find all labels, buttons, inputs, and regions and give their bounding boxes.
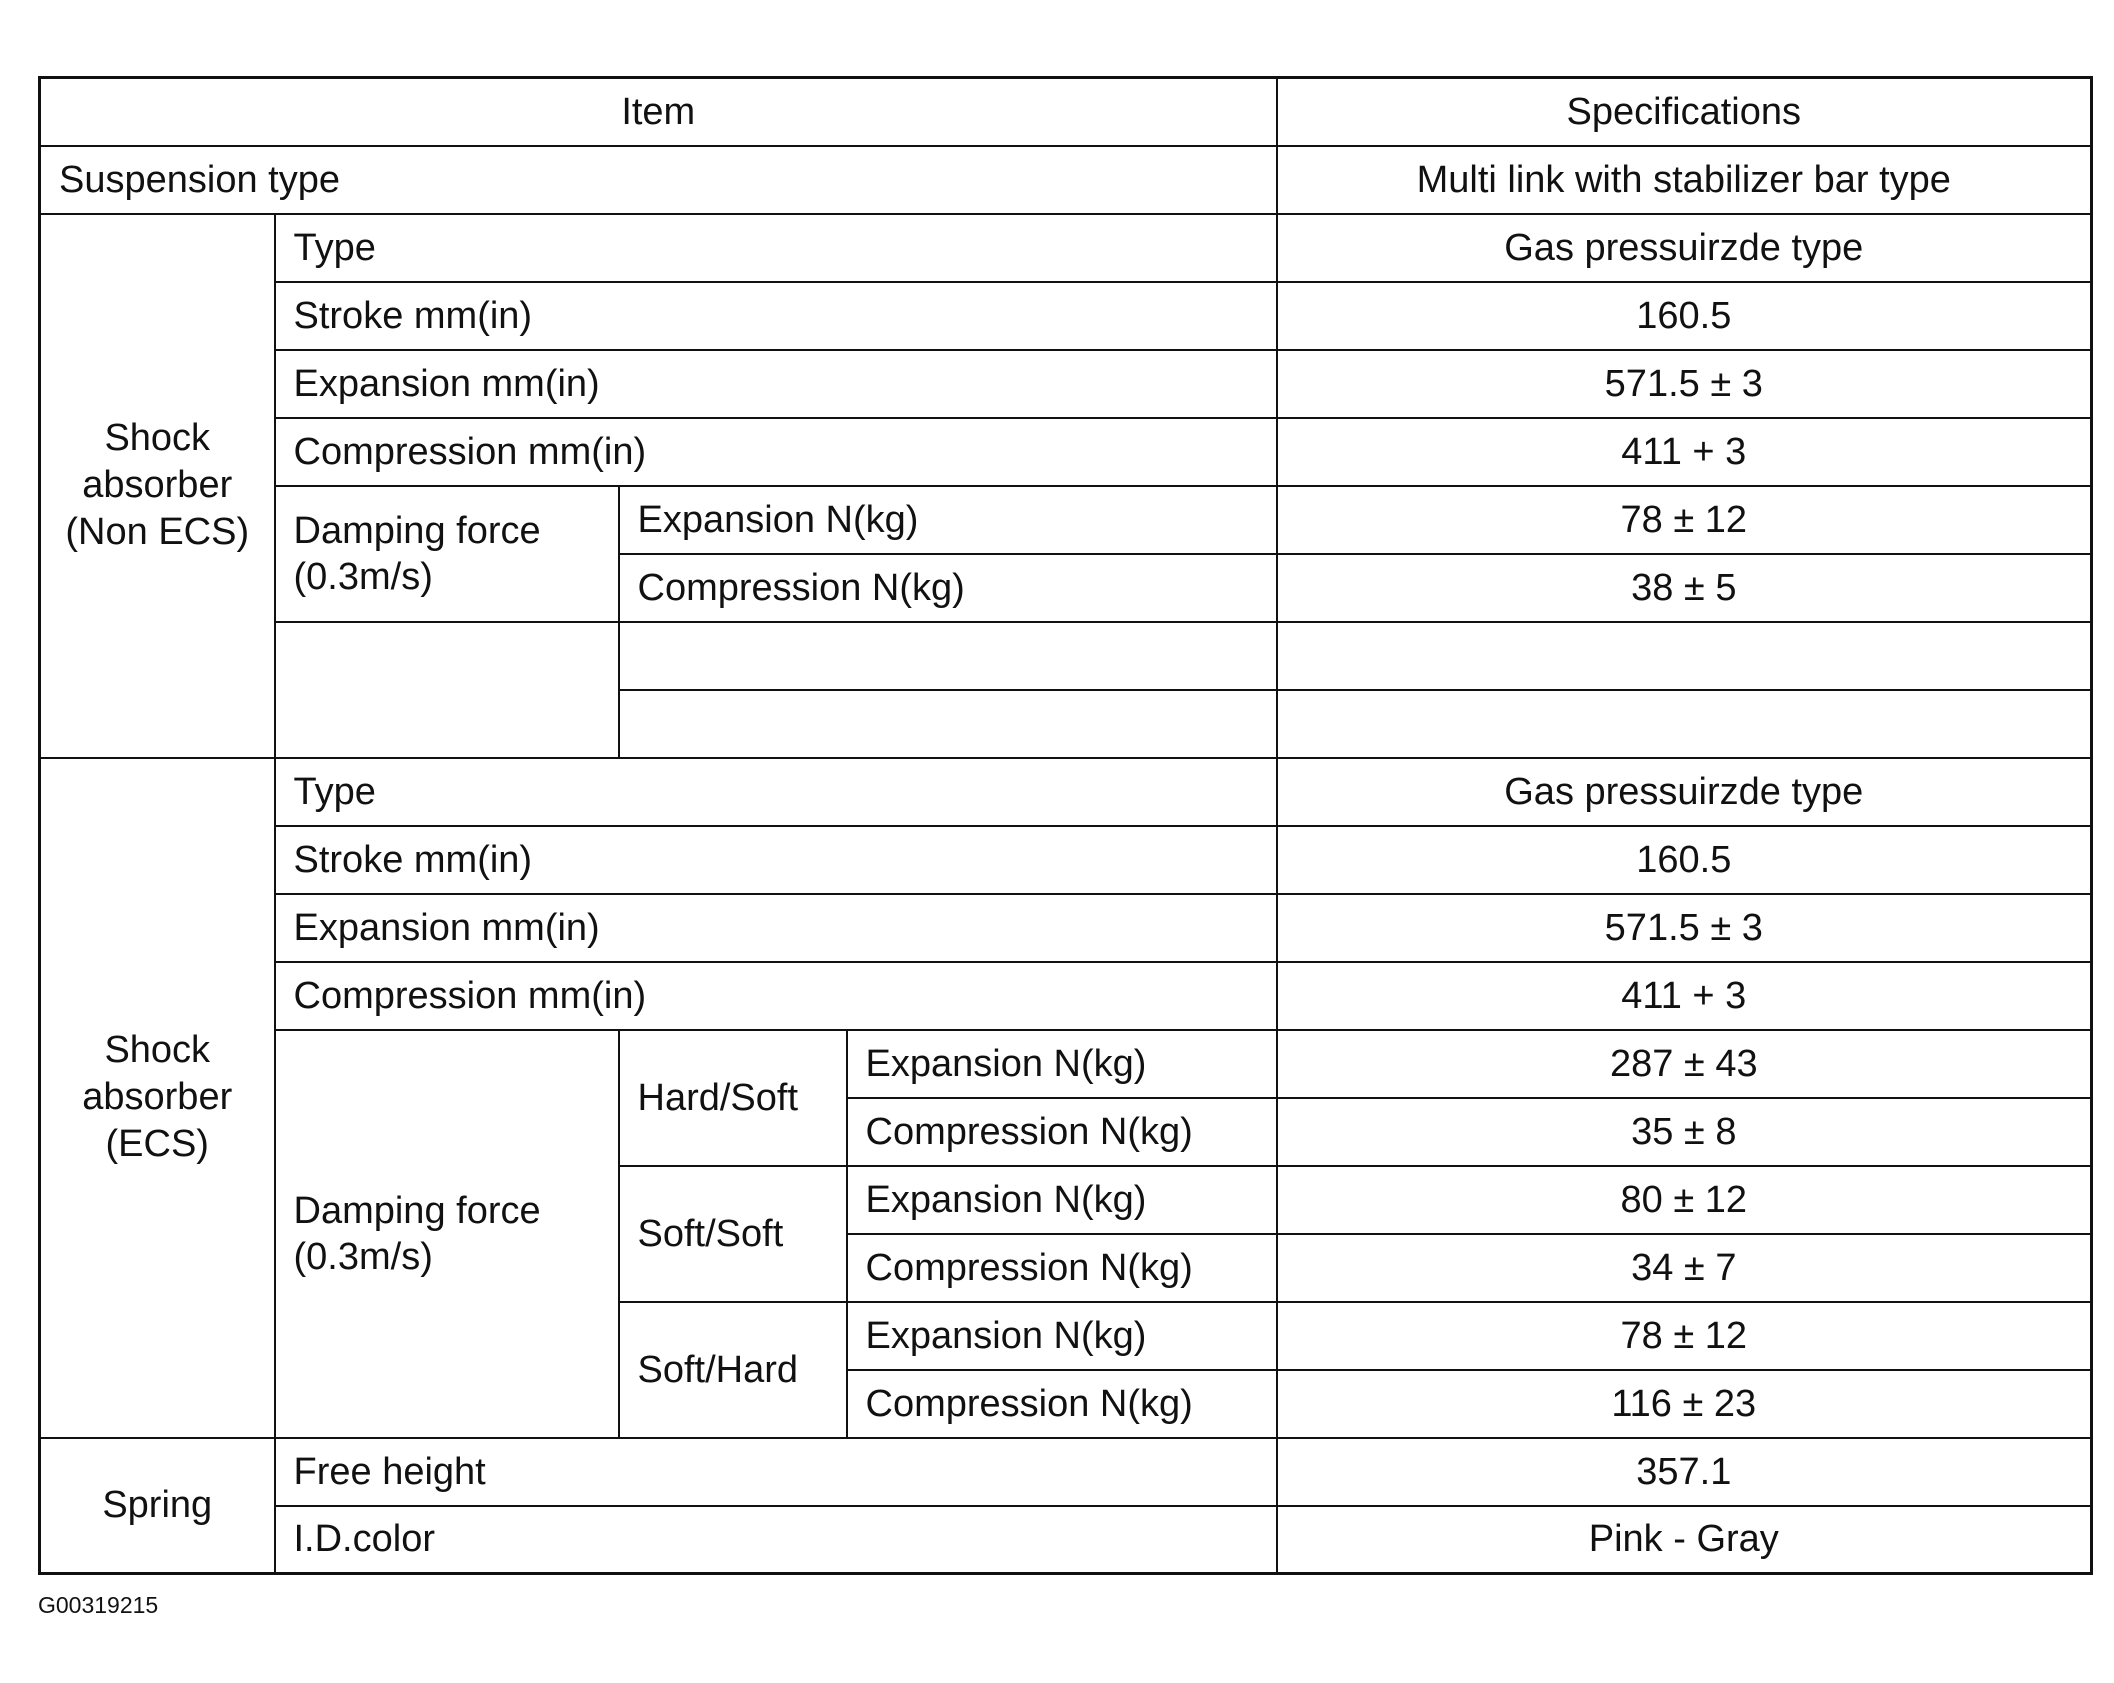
header-item: Item <box>40 78 1277 146</box>
ecs-mode-compression-label: Compression N(kg) <box>847 1234 1277 1302</box>
non-ecs-group-label: Shock absorber (Non ECS) <box>40 214 275 758</box>
ecs-mode-compression-value: 35 ± 8 <box>1277 1098 2092 1166</box>
suspension-type-label: Suspension type <box>40 146 1277 214</box>
table-row-empty <box>40 622 2092 690</box>
spring-free-height-value: 357.1 <box>1277 1438 2092 1506</box>
ecs-group-label: Shock absorber (ECS) <box>40 758 275 1438</box>
non-ecs-stroke-value: 160.5 <box>1277 282 2092 350</box>
ecs-damping-label: Damping force (0.3m/s) <box>275 1030 619 1438</box>
ecs-mode-expansion-value: 78 ± 12 <box>1277 1302 2092 1370</box>
ecs-mode-expansion-label: Expansion N(kg) <box>847 1302 1277 1370</box>
ecs-mode-expansion-value: 80 ± 12 <box>1277 1166 2092 1234</box>
ecs-expansion-label: Expansion mm(in) <box>275 894 1277 962</box>
table-row <box>40 758 2092 826</box>
non-ecs-damping-label: Damping force (0.3m/s) <box>275 486 619 622</box>
empty-cell <box>619 690 1277 758</box>
ecs-type-label: Type <box>275 758 1277 826</box>
table-row <box>40 486 2092 554</box>
table-row <box>40 418 2092 486</box>
non-ecs-compression-label: Compression mm(in) <box>275 418 1277 486</box>
empty-cell <box>1277 622 2092 690</box>
ecs-stroke-label: Stroke mm(in) <box>275 826 1277 894</box>
table-row <box>40 350 2092 418</box>
non-ecs-type-value: Gas pressuirzde type <box>1277 214 2092 282</box>
ecs-compression-value: 411 + 3 <box>1277 962 2092 1030</box>
non-ecs-expansion-value: 571.5 ± 3 <box>1277 350 2092 418</box>
specifications-table <box>38 76 2093 1575</box>
spring-id-color-value: Pink - Gray <box>1277 1506 2092 1574</box>
table-row <box>40 1030 2092 1098</box>
ecs-type-value: Gas pressuirzde type <box>1277 758 2092 826</box>
spring-free-height-label: Free height <box>275 1438 1277 1506</box>
ecs-mode-compression-label: Compression N(kg) <box>847 1098 1277 1166</box>
ecs-expansion-value: 571.5 ± 3 <box>1277 894 2092 962</box>
table-row <box>40 1438 2092 1506</box>
non-ecs-expansion-label: Expansion mm(in) <box>275 350 1277 418</box>
ecs-mode-expansion-label: Expansion N(kg) <box>847 1166 1277 1234</box>
header-specifications: Specifications <box>1277 78 2092 146</box>
non-ecs-type-label: Type <box>275 214 1277 282</box>
table-row <box>40 282 2092 350</box>
table-row <box>40 214 2092 282</box>
empty-cell <box>275 622 619 758</box>
suspension-type-value: Multi link with stabilizer bar type <box>1277 146 2092 214</box>
table-row <box>40 1506 2092 1574</box>
ecs-mode-label: Soft/Soft <box>619 1166 847 1302</box>
ecs-stroke-value: 160.5 <box>1277 826 2092 894</box>
table-row <box>40 894 2092 962</box>
figure-code: G00319215 <box>38 1592 159 1618</box>
non-ecs-stroke-label: Stroke mm(in) <box>275 282 1277 350</box>
table-row <box>40 962 2092 1030</box>
ecs-mode-expansion-value: 287 ± 43 <box>1277 1030 2092 1098</box>
non-ecs-damp-expansion-value: 78 ± 12 <box>1277 486 2092 554</box>
empty-cell <box>1277 690 2092 758</box>
table-row <box>40 826 2092 894</box>
spring-id-color-label: I.D.color <box>275 1506 1277 1574</box>
ecs-compression-label: Compression mm(in) <box>275 962 1277 1030</box>
empty-cell <box>619 622 1277 690</box>
non-ecs-damp-compression-value: 38 ± 5 <box>1277 554 2092 622</box>
ecs-mode-compression-value: 116 ± 23 <box>1277 1370 2092 1438</box>
spring-group-label: Spring <box>40 1438 275 1574</box>
non-ecs-damp-compression-label: Compression N(kg) <box>619 554 1277 622</box>
ecs-mode-compression-label: Compression N(kg) <box>847 1370 1277 1438</box>
ecs-mode-expansion-label: Expansion N(kg) <box>847 1030 1277 1098</box>
non-ecs-compression-value: 411 + 3 <box>1277 418 2092 486</box>
ecs-mode-label: Hard/Soft <box>619 1030 847 1166</box>
ecs-mode-compression-value: 34 ± 7 <box>1277 1234 2092 1302</box>
non-ecs-damp-expansion-label: Expansion N(kg) <box>619 486 1277 554</box>
ecs-mode-label: Soft/Hard <box>619 1302 847 1438</box>
header-row <box>40 78 2092 146</box>
table-row <box>40 146 2092 214</box>
